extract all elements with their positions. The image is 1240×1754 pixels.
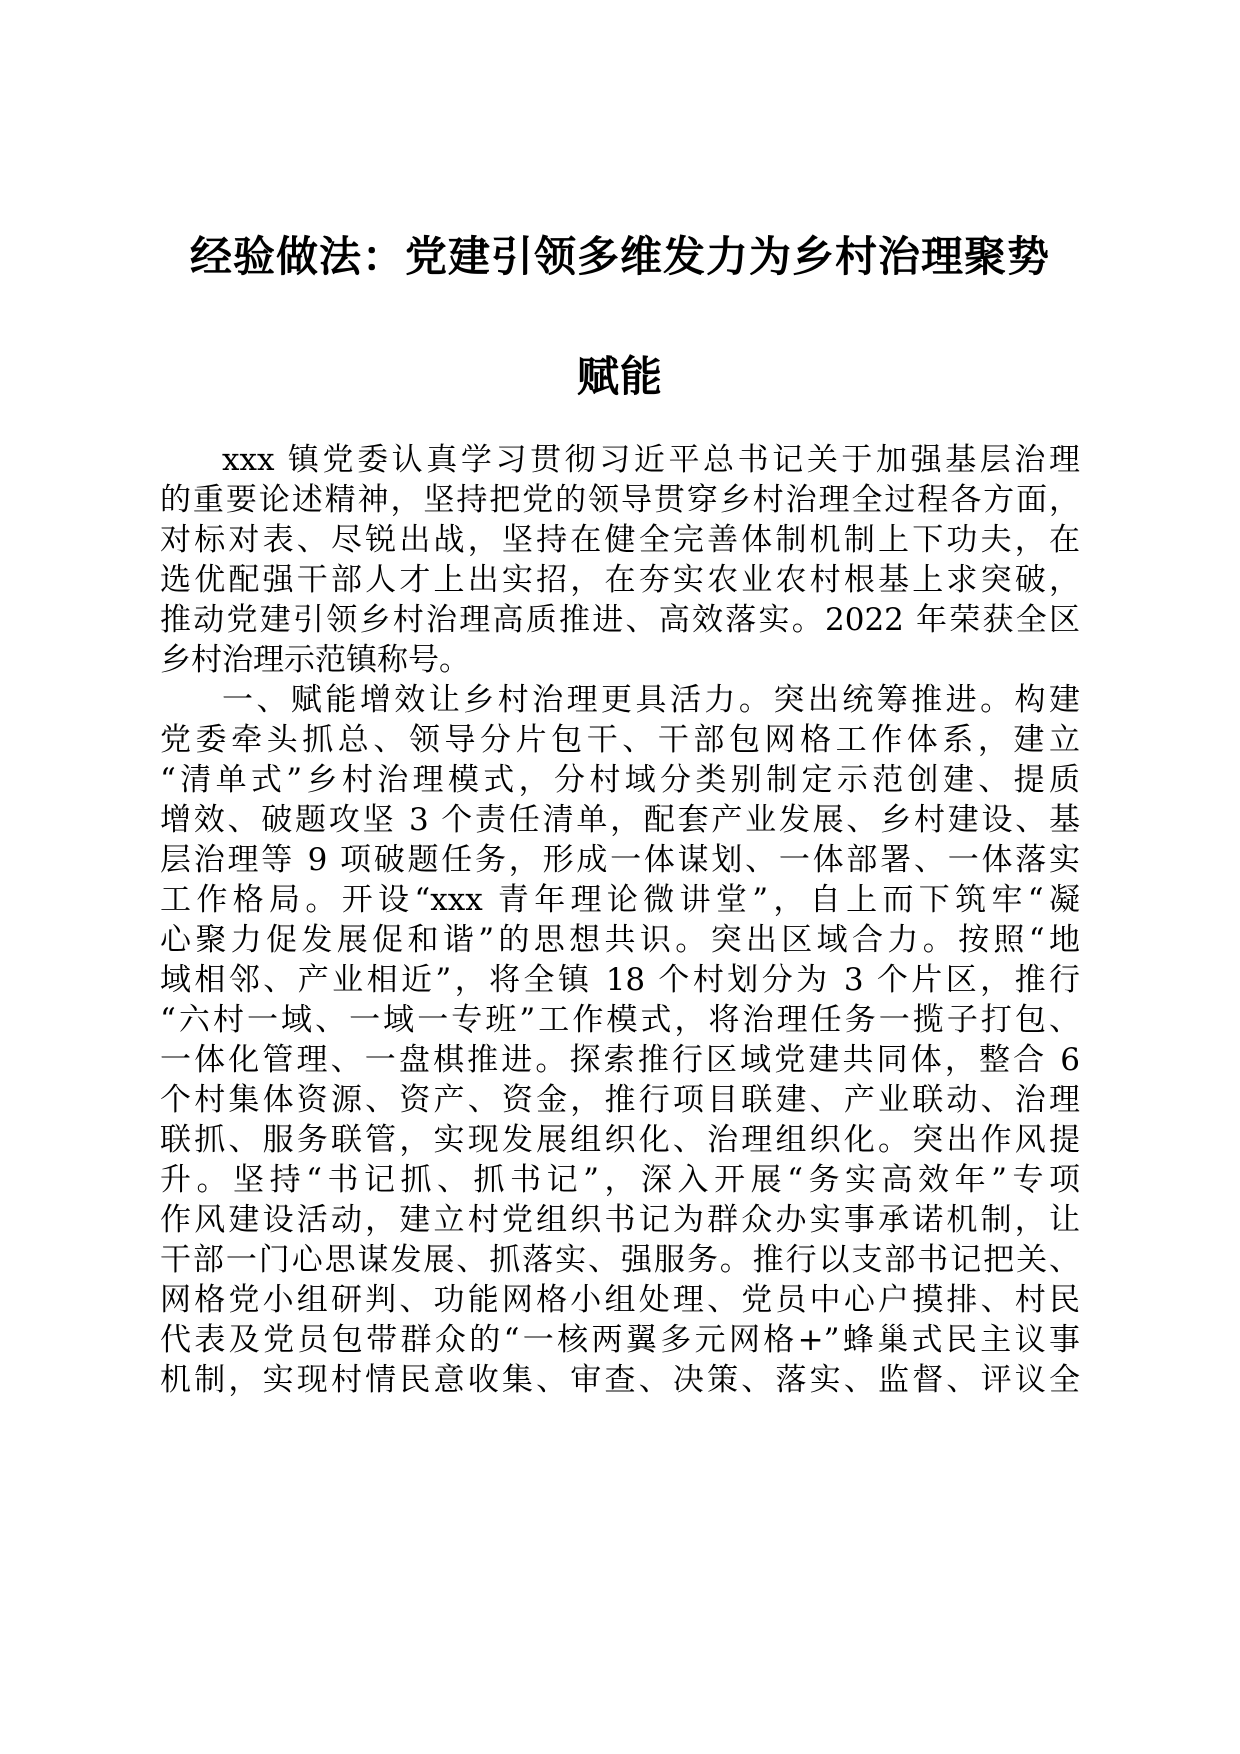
- body-line: 升。坚持“书记抓、抓书记”，深入开展“务实高效年”专项: [160, 1162, 1080, 1198]
- body-line: 一、赋能增效让乡村治理更具活力。突出统筹推进。构建: [222, 682, 1080, 718]
- body-line: 对标对表、尽锐出战，坚持在健全完善体制机制上下功夫，在: [160, 522, 1080, 558]
- body-line: 的重要论述精神，坚持把党的领导贯穿乡村治理全过程各方面，: [160, 482, 1080, 518]
- body-line: “清单式”乡村治理模式，分村域分类别制定示范创建、提质: [160, 762, 1080, 798]
- body-line: 选优配强干部人才上出实招，在夯实农业农村根基上求突破，: [160, 562, 1080, 598]
- title-line-2: 赋能: [576, 352, 663, 401]
- body-line: 心聚力促发展促和谐”的思想共识。突出区域合力。按照“地: [160, 922, 1080, 958]
- body-line: 机制，实现村情民意收集、审查、决策、落实、监督、评议全: [160, 1362, 1080, 1398]
- title-line-1: 经验做法：党建引领多维发力为乡村治理聚势: [189, 232, 1050, 281]
- body-line: 乡村治理示范镇称号。: [160, 642, 470, 678]
- body-line: 个村集体资源、资产、资金，推行项目联建、产业联动、治理: [160, 1082, 1080, 1118]
- body-line: 网格党小组研判、功能网格小组处理、党员中心户摸排、村民: [160, 1282, 1080, 1318]
- body-line: 干部一门心思谋发展、抓落实、强服务。推行以支部书记把关、: [160, 1242, 1080, 1278]
- body-line: 增效、破题攻坚 3 个责任清单，配套产业发展、乡村建设、基: [160, 802, 1080, 838]
- body-line: 工作格局。开设“xxx 青年理论微讲堂”，自上而下筑牢“凝: [160, 882, 1080, 918]
- body-line: 一体化管理、一盘棋推进。探索推行区域党建共同体，整合 6: [160, 1042, 1080, 1078]
- body-line: 层治理等 9 项破题任务，形成一体谋划、一体部署、一体落实: [160, 842, 1080, 878]
- body-line: “六村一域、一域一专班”工作模式，将治理任务一揽子打包、: [160, 1002, 1080, 1038]
- body-line: 联抓、服务联管，实现发展组织化、治理组织化。突出作风提: [160, 1122, 1080, 1158]
- body-line: 党委牵头抓总、领导分片包干、干部包网格工作体系，建立: [160, 722, 1080, 758]
- body-line: 代表及党员包带群众的“一核两翼多元网格+”蜂巢式民主议事: [160, 1322, 1080, 1358]
- body-line: xxx 镇党委认真学习贯彻习近平总书记关于加强基层治理: [222, 442, 1080, 478]
- body-line: 域相邻、产业相近”，将全镇 18 个村划分为 3 个片区，推行: [160, 962, 1080, 998]
- body-line: 作风建设活动，建立村党组织书记为群众办实事承诺机制，让: [160, 1202, 1080, 1238]
- body-line: 推动党建引领乡村治理高质推进、高效落实。2022 年荣获全区: [160, 602, 1080, 638]
